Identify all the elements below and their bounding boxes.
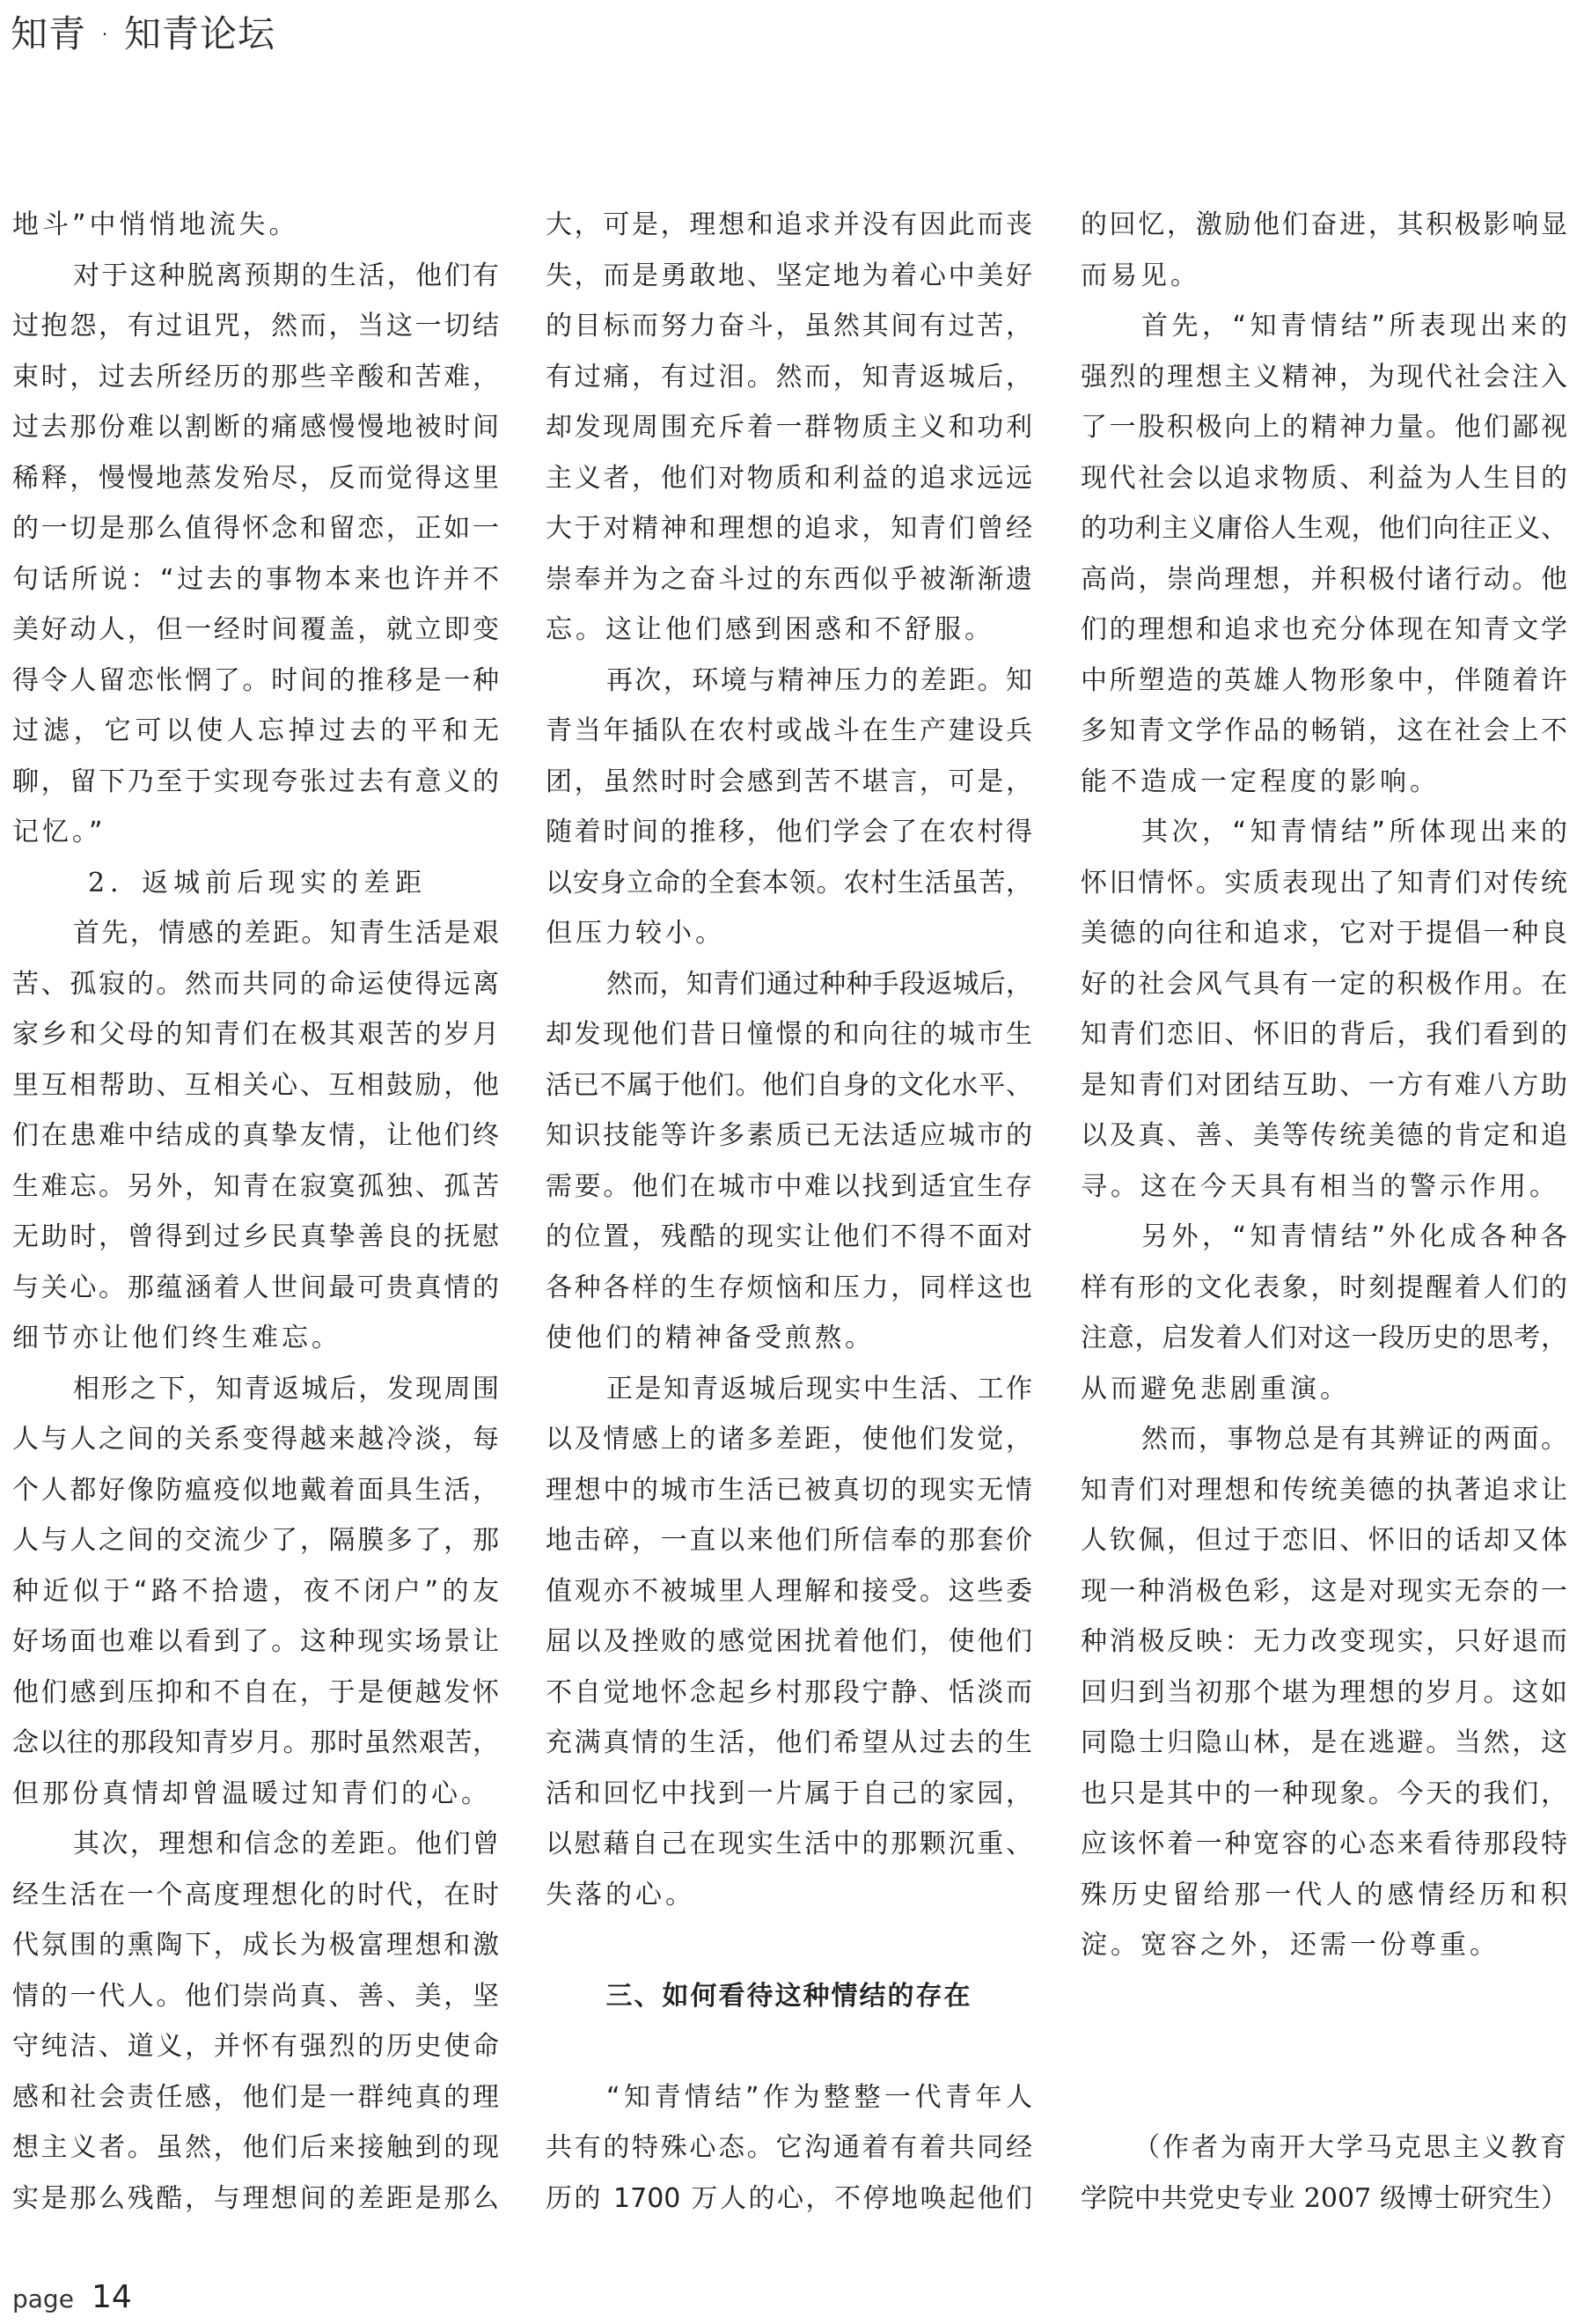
text-line: 好场面也难以看到了。这种现实场景让	[12, 1626, 499, 1657]
text-line: 青当年插队在农村或战斗在生产建设兵	[546, 715, 1032, 746]
page-label: page	[12, 2284, 74, 2313]
text-line: 而易见。	[1081, 260, 1200, 291]
blank-line	[546, 1920, 1032, 1971]
text-line: 无助时，曾得到过乡民真挚善良的抚慰	[12, 1221, 499, 1252]
text-line: 另外，“知青情结”外化成各种各	[1141, 1221, 1567, 1252]
text-line: 不自觉地怀念起乡村那段宁静、恬淡而	[546, 1676, 1032, 1708]
article-column-2	[546, 200, 1032, 2224]
text-line: 大，可是，理想和追求并没有因此而丧	[546, 209, 1032, 240]
text-line: 稀释，慢慢地蒸发殆尽，反而觉得这里	[12, 462, 499, 494]
text-line: 活和回忆中找到一片属于自己的家园，	[546, 1778, 1032, 1809]
text-line: 他们感到压抑和不自在，于是便越发怀	[12, 1676, 499, 1708]
text-line: 历的 1700 万人的心，不停地唤起他们	[546, 2182, 1032, 2214]
page-footer	[12, 2279, 132, 2315]
text-line: 知识技能等许多素质已无法适应城市的	[546, 1120, 1032, 1151]
text-line: 好的社会风气具有一定的积极作用。在	[1081, 968, 1567, 1000]
text-line: 强烈的理想主义精神，为现代社会注入	[1081, 361, 1567, 392]
text-line: 淀。宽容之外，还需一份尊重。	[1081, 1930, 1500, 1961]
text-line: 回归到当初那个堪为理想的岁月。这如	[1081, 1676, 1567, 1708]
text-line: 感和社会责任感，他们是一群纯真的理	[12, 2081, 499, 2113]
text-line: 的位置，残酷的现实让他们不得不面对	[546, 1221, 1032, 1252]
text-line: 知青们恋旧、怀旧的背后，我们看到的	[1081, 1019, 1567, 1050]
text-line: 以慰藉自己在现实生活中的那颗沉重、	[546, 1829, 1032, 1859]
text-line: 经生活在一个高度理想化的时代，在时	[12, 1879, 499, 1910]
text-line: 美好动人，但一经时间覆盖，就立即变	[12, 614, 499, 645]
article-column-1	[12, 200, 499, 2224]
section-heading: 三、如何看待这种情结的存在	[605, 1980, 972, 2012]
text-line: 首先，情感的差距。知青生活是艰	[73, 918, 499, 949]
text-line: 然而，知青们通过种种手段返城后，	[606, 968, 1032, 1000]
text-line: 过滤，它可以使人忘掉过去的平和无	[12, 715, 499, 746]
text-line: 地斗”中悄悄地流失。	[12, 209, 299, 240]
blank-line	[1081, 1971, 1567, 2022]
text-line: 殊历史留给那一代人的感情经历和积	[1081, 1879, 1567, 1910]
text-line: 以及真、善、美等传统美德的肯定和追	[1081, 1120, 1567, 1151]
text-line: 团，虽然时时会感到苦不堪言，可是，	[546, 766, 1032, 797]
text-line: 正是知青返城后现实中生活、工作	[606, 1373, 1032, 1404]
text-line: 失落的心。	[546, 1879, 695, 1910]
text-line: 活已不属于他们。他们自身的文化水平、	[546, 1069, 1032, 1101]
text-line: 是知青们对团结互助、一方有难八方助	[1081, 1069, 1567, 1101]
text-line: 随着时间的推移，他们学会了在农村得	[546, 817, 1032, 847]
text-line: 但那份真情却曾温暖过知青们的心。	[12, 1778, 491, 1809]
author-note-line: （作者为南开大学马克思主义教育	[1133, 2132, 1569, 2163]
blank-line	[1081, 2021, 1567, 2072]
text-line: 注意，启发着人们对这一段历史的思考，	[1081, 1323, 1567, 1353]
text-line: 地击碎，一直以来他们所信奉的那套价	[546, 1525, 1032, 1556]
text-line: 束时，过去所经历的那些辛酸和苦难，	[12, 361, 499, 392]
text-line: 了一股积极向上的精神力量。他们鄙视	[1081, 412, 1567, 443]
text-line: 却发现他们昔日憧憬的和向往的城市生	[546, 1019, 1032, 1050]
text-line: 得令人留恋怅惘了。时间的推移是一种	[12, 664, 499, 696]
text-line: 以安身立命的全套本领。农村生活虽苦，	[546, 867, 1032, 898]
text-line: 细节亦让他们终生难忘。	[12, 1323, 341, 1353]
text-line: 主义者，他们对物质和利益的追求远远	[546, 462, 1032, 494]
text-line: 相形之下，知青返城后，发现周围	[73, 1373, 499, 1404]
text-line: 屈以及挫败的感觉困扰着他们，使他们	[546, 1626, 1032, 1657]
article-column-3	[1081, 200, 1567, 2224]
text-line: 过抱怨，有过诅咒，然而，当这一切结	[12, 311, 499, 341]
text-line: 人与人之间的交流少了，隔膜多了，那	[12, 1525, 499, 1556]
text-line: 充满真情的生活，他们希望从过去的生	[546, 1727, 1032, 1758]
text-line: 的回忆，激励他们奋进，其积极影响显	[1081, 209, 1567, 240]
subsection-heading: 2．返城前后现实的差距	[88, 867, 428, 898]
text-line: 以及情感上的诸多差距，使他们发觉，	[546, 1424, 1032, 1455]
text-line: 知青们对理想和传统美德的执著追求让	[1081, 1474, 1567, 1506]
page-number: 14	[91, 2279, 132, 2315]
text-line: 需要。他们在城市中难以找到适宜生存	[546, 1170, 1032, 1202]
text-line: 现一种消极色彩，这是对现实无奈的一	[1081, 1575, 1567, 1607]
text-line: 的一切是那么值得怀念和留恋，正如一	[12, 513, 499, 544]
text-line: “知青情结”作为整整一代青年人	[606, 2081, 1032, 2113]
text-line: 首先，“知青情结”所表现出来的	[1141, 311, 1567, 341]
text-line: 想主义者。虽然，他们后来接触到的现	[12, 2132, 499, 2163]
text-line: 同隐士归隐山林，是在逃避。当然，这	[1081, 1727, 1567, 1758]
text-line: 记忆。”	[12, 817, 106, 847]
text-line: 个人都好像防瘟疫似地戴着面具生活，	[12, 1474, 499, 1506]
text-line: 现代社会以追求物质、利益为人生目的	[1081, 462, 1567, 494]
text-line: 理想中的城市生活已被真切的现实无情	[546, 1474, 1032, 1506]
text-line: 样有形的文化表象，时刻提醒着人们的	[1081, 1272, 1567, 1303]
text-line: 中所塑造的英雄人物形象中，伴随着许	[1081, 664, 1567, 696]
text-line: 实是那么残酷，与理想间的差距是那么	[12, 2182, 499, 2214]
text-line: 值观亦不被城里人理解和接受。这些委	[546, 1575, 1032, 1607]
text-line: 共有的特殊心态。它沟通着有着共同经	[546, 2132, 1032, 2163]
text-line: 对于这种脱离预期的生活，他们有	[73, 260, 499, 291]
text-line: 使他们的精神备受煎熬。	[546, 1323, 875, 1353]
text-line: 有过痛，有过泪。然而，知青返城后，	[546, 361, 1032, 392]
text-line: 代氛围的熏陶下，成长为极富理想和激	[12, 1930, 499, 1961]
text-line: 寻。这在今天具有相当的警示作用。	[1081, 1170, 1559, 1202]
text-line: 也只是其中的一种现象。今天的我们，	[1081, 1778, 1567, 1809]
text-line: 从而避免悲剧重演。	[1081, 1373, 1350, 1404]
text-line: 们的理想和追求也充分体现在知青文学	[1081, 614, 1567, 645]
text-line: 失，而是勇敢地、坚定地为着心中美好	[546, 260, 1032, 291]
text-line: 大于对精神和理想的追求，知青们曾经	[546, 513, 1032, 544]
text-line: 聊，留下乃至于实现夸张过去有意义的	[12, 766, 499, 797]
text-line: 崇奉并为之奋斗过的东西似乎被渐渐遗	[546, 563, 1032, 595]
text-line: 的目标而努力奋斗，虽然其间有过苦，	[546, 311, 1032, 341]
text-line: 人钦佩，但过于恋旧、怀旧的话却又体	[1081, 1525, 1567, 1556]
text-line: 美德的向往和追求，它对于提倡一种良	[1081, 918, 1567, 949]
text-line: 与关心。那蕴涵着人世间最可贵真情的	[12, 1272, 499, 1303]
text-line: 种近似于“路不拾遗，夜不闭户”的友	[12, 1575, 499, 1607]
text-line: 生难忘。另外，知青在寂寞孤独、孤苦	[12, 1170, 499, 1202]
blank-line	[1081, 2072, 1567, 2123]
text-line: 苦、孤寂的。然而共同的命运使得远离	[12, 968, 499, 1000]
text-line: 应该怀着一种宽容的心态来看待那段特	[1081, 1829, 1567, 1859]
text-line: 守纯洁、道义，并怀有强烈的历史使命	[12, 2031, 499, 2062]
text-line: 各种各样的生存烦恼和压力，同样这也	[546, 1272, 1032, 1303]
text-line: 但压力较小。	[546, 918, 725, 949]
text-line: 念以往的那段知青岁月。那时虽然艰苦，	[12, 1727, 499, 1758]
text-line: 然而，事物总是有其辨证的两面。	[1141, 1424, 1567, 1455]
text-line: 人与人之间的关系变得越来越冷淡，每	[12, 1424, 499, 1455]
author-note-line: 学院中共党史专业 2007 级博士研究生）	[1081, 2182, 1567, 2214]
text-line: 再次，环境与精神压力的差距。知	[606, 664, 1032, 696]
text-line: 们在患难中结成的真挚友情，让他们终	[12, 1120, 499, 1151]
text-line: 句话所说：“过去的事物本来也许并不	[12, 563, 499, 595]
text-line: 过去那份难以割断的痛感慢慢地被时间	[12, 412, 499, 443]
text-line: 种消极反映：无力改变现实，只好退而	[1081, 1626, 1567, 1657]
text-line: 忘。这让他们感到困惑和不舒服。	[546, 614, 994, 645]
text-line: 里互相帮助、互相关心、互相鼓励，他	[12, 1069, 499, 1101]
blank-line	[546, 2021, 1032, 2072]
text-line: 其次，理想和信念的差距。他们曾	[73, 1829, 499, 1859]
text-line: 情的一代人。他们崇尚真、善、美，坚	[12, 1980, 499, 2012]
text-line: 家乡和父母的知青们在极其艰苦的岁月	[12, 1019, 499, 1050]
text-line: 却发现周围充斥着一群物质主义和功利	[546, 412, 1032, 443]
text-line: 的功利主义庸俗人生观，他们向往正义、	[1081, 513, 1567, 544]
text-line: 高尚，崇尚理想，并积极付诸行动。他	[1081, 563, 1567, 595]
text-line: 能不造成一定程度的影响。	[1081, 766, 1440, 797]
running-head: 知青 · 知青论坛	[11, 12, 276, 55]
text-line: 多知青文学作品的畅销，这在社会上不	[1081, 715, 1567, 746]
text-line: 其次，“知青情结”所体现出来的	[1141, 817, 1567, 847]
text-line: 怀旧情怀。实质表现出了知青们对传统	[1081, 867, 1567, 898]
